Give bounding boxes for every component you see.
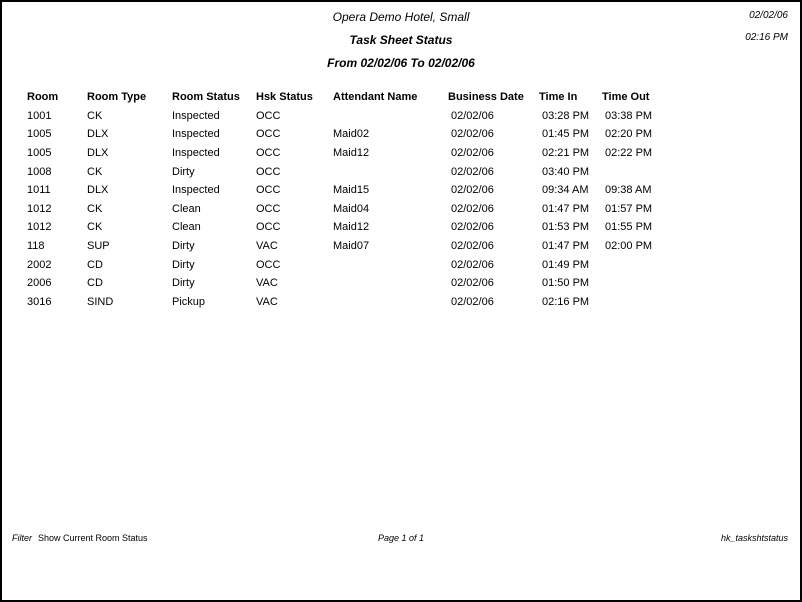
table-cell: 01:45 PM (542, 128, 590, 141)
task-sheet-table (27, 88, 790, 311)
table-cell: Maid12 (333, 147, 370, 160)
hotel-name: Opera Demo Hotel, Small (332, 10, 470, 24)
table-cell: OCC (256, 202, 281, 215)
print-date: 02/02/06 (749, 10, 788, 21)
table-cell: VAC (256, 277, 278, 290)
table-cell: SIND (87, 295, 114, 308)
filter-value: Show Current Room Status (38, 533, 148, 543)
table-cell: 1011 (27, 184, 51, 197)
table-row (27, 125, 790, 144)
table-cell: OCC (256, 147, 281, 160)
table-cell: Dirty (172, 258, 195, 271)
table-cell: 1012 (27, 221, 52, 234)
table-cell: CD (87, 277, 103, 290)
table-cell: 02/02/06 (451, 128, 494, 141)
table-cell: 03:38 PM (605, 109, 653, 122)
table-cell: Inspected (172, 147, 220, 160)
table-cell: 3016 (27, 295, 52, 308)
table-cell: Maid04 (333, 202, 370, 215)
table-cell: 1005 (27, 128, 52, 141)
table-cell: CK (87, 221, 103, 234)
table-cell: 1001 (27, 109, 52, 122)
table-row (27, 274, 790, 293)
table-cell: 01:57 PM (605, 202, 653, 215)
column-header: Time Out (602, 91, 650, 104)
table-cell: VAC (256, 295, 278, 308)
table-cell: Maid12 (333, 221, 370, 234)
table-cell: 2006 (27, 277, 52, 290)
table-row (27, 162, 790, 181)
table-cell: DLX (87, 184, 109, 197)
table-row (27, 237, 790, 256)
table-cell: 02:00 PM (605, 240, 653, 253)
table-cell: CK (87, 109, 103, 122)
table-cell: 09:38 AM (605, 184, 652, 197)
table-cell: Maid02 (333, 128, 370, 141)
table-cell: OCC (256, 165, 281, 178)
table-cell: 02:20 PM (605, 128, 653, 141)
table-cell: OCC (256, 184, 281, 197)
table-cell: 02/02/06 (451, 202, 494, 215)
table-cell: 1008 (27, 165, 52, 178)
table-cell: 01:49 PM (542, 258, 590, 271)
table-row (27, 200, 790, 219)
table-cell: 02/02/06 (451, 240, 494, 253)
report-footer (2, 533, 800, 547)
table-cell: 01:53 PM (542, 221, 590, 234)
column-header: Room Type (87, 91, 147, 104)
table-cell: 1012 (27, 202, 52, 215)
table-cell: 01:55 PM (605, 221, 653, 234)
report-date-range: From 02/02/06 To 02/02/06 (327, 56, 475, 70)
table-cell: 01:47 PM (542, 240, 590, 253)
table-cell: Dirty (172, 277, 195, 290)
column-header: Business Date (448, 91, 524, 104)
table-cell: 02/02/06 (451, 109, 494, 122)
table-cell: OCC (256, 109, 281, 122)
table-cell: 02:21 PM (542, 147, 590, 160)
table-cell: OCC (256, 258, 281, 271)
table-cell: Pickup (172, 295, 206, 308)
table-cell: CD (87, 258, 103, 271)
table-row (27, 293, 790, 312)
table-cell: 01:50 PM (542, 277, 590, 290)
table-cell: 02:16 PM (542, 295, 590, 308)
column-header: Attendant Name (333, 91, 418, 104)
table-cell: SUP (87, 240, 110, 253)
table-cell: Clean (172, 202, 201, 215)
table-row (27, 255, 790, 274)
table-cell: OCC (256, 128, 281, 141)
table-cell: 02:22 PM (605, 147, 653, 160)
table-cell: CK (87, 165, 103, 178)
table-cell: Dirty (172, 240, 195, 253)
page-number: Page 1 of 1 (377, 533, 425, 543)
table-cell: 02/02/06 (451, 221, 494, 234)
table-cell: 118 (27, 240, 45, 253)
report-title: Task Sheet Status (349, 33, 453, 47)
table-cell: Clean (172, 221, 201, 234)
table-cell: 1005 (27, 147, 52, 160)
table-row (27, 107, 790, 126)
column-header: Time In (539, 91, 578, 104)
table-cell: 2002 (27, 258, 52, 271)
table-cell: 09:34 AM (542, 184, 589, 197)
table-cell: CK (87, 202, 103, 215)
table-cell: DLX (87, 128, 109, 141)
table-cell: Inspected (172, 128, 220, 141)
print-time: 02:16 PM (745, 32, 788, 43)
table-cell: 03:28 PM (542, 109, 590, 122)
table-row (27, 144, 790, 163)
table-cell: 02/02/06 (451, 165, 494, 178)
table-cell: OCC (256, 221, 281, 234)
table-cell: 02/02/06 (451, 184, 494, 197)
report-id: hk_taskshtstatus (720, 533, 788, 543)
table-cell: Maid15 (333, 184, 370, 197)
table-cell: Maid07 (333, 240, 370, 253)
table-cell: VAC (256, 240, 278, 253)
table-cell: Inspected (172, 184, 220, 197)
table-cell: DLX (87, 147, 109, 160)
column-header: Room Status (172, 91, 240, 104)
table-cell: 02/02/06 (451, 295, 494, 308)
column-header: Hsk Status (256, 91, 313, 104)
table-header-row (27, 88, 790, 107)
filter-label: Filter (12, 533, 32, 543)
table-body (27, 107, 790, 312)
table-cell: 02/02/06 (451, 258, 494, 271)
table-cell: Dirty (172, 165, 195, 178)
table-row (27, 218, 790, 237)
table-cell: 01:47 PM (542, 202, 590, 215)
table-row (27, 181, 790, 200)
table-cell: Inspected (172, 109, 220, 122)
table-cell: 02/02/06 (451, 147, 494, 160)
column-header: Room (27, 91, 59, 104)
table-cell: 03:40 PM (542, 165, 590, 178)
table-cell: 02/02/06 (451, 277, 494, 290)
